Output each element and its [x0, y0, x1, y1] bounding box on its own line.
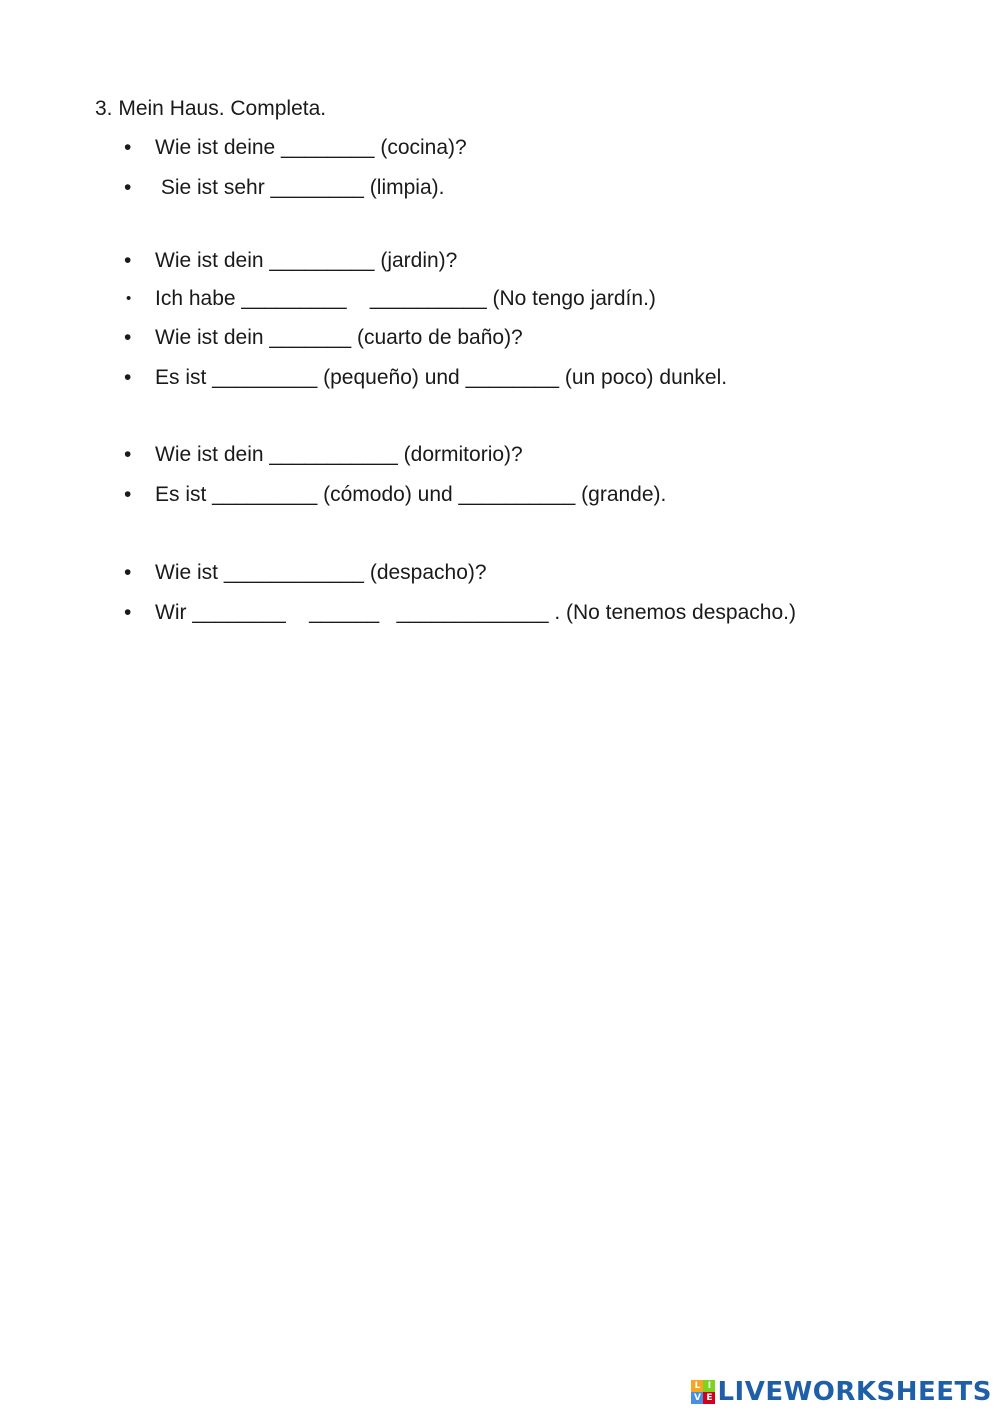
exercise-sentence: Es ist _________ (pequeño) und ________ (un poco) dunkel.: [155, 366, 728, 389]
list-item: [0, 175, 1000, 201]
list-item: [0, 286, 1000, 312]
bullet: •: [124, 326, 132, 349]
bullet: •: [124, 176, 132, 199]
exercise-sentence: Ich habe _________ __________ (No tengo jardín.): [155, 287, 656, 310]
exercise-sentence: Wie ist deine ________ (cocina)?: [155, 136, 467, 159]
bullet: •: [124, 136, 132, 159]
bullet: •: [124, 483, 132, 506]
exercise-heading: 3. Mein Haus. Completa.: [95, 97, 327, 120]
list-item: [0, 600, 1000, 626]
bullet: •: [124, 561, 132, 584]
list-item: [0, 365, 1000, 391]
exercise-sentence: Wie ist dein ___________ (dormitorio)?: [155, 443, 523, 466]
exercise-sentence: Es ist _________ (cómodo) und __________ (grande).: [155, 483, 667, 506]
bullet: •: [124, 249, 132, 272]
exercise-sentence: Wie ist dein _________ (jardin)?: [155, 249, 458, 272]
bullet: •: [124, 443, 132, 466]
exercise-sentence: Wir ________ ______ _____________ . (No tenemos despacho.): [155, 601, 796, 624]
liveworksheets-logo: [691, 1377, 992, 1407]
list-item: [0, 482, 1000, 508]
exercise-sentence: Wie ist ____________ (despacho)?: [155, 561, 487, 584]
list-item: [0, 135, 1000, 161]
bullet: •: [124, 601, 132, 624]
bullet: •: [126, 290, 132, 307]
exercise-sentence: Sie ist sehr ________ (limpia).: [155, 176, 445, 199]
list-item: [0, 248, 1000, 274]
list-item: [0, 442, 1000, 468]
logo-text: LIVEWORKSHEETS: [717, 1377, 992, 1407]
bullet: •: [124, 366, 132, 389]
logo-mark-icon: L I V E: [691, 1380, 715, 1404]
list-item: [0, 560, 1000, 586]
list-item: [0, 325, 1000, 351]
exercise-sentence: Wie ist dein _______ (cuarto de baño)?: [155, 326, 523, 349]
